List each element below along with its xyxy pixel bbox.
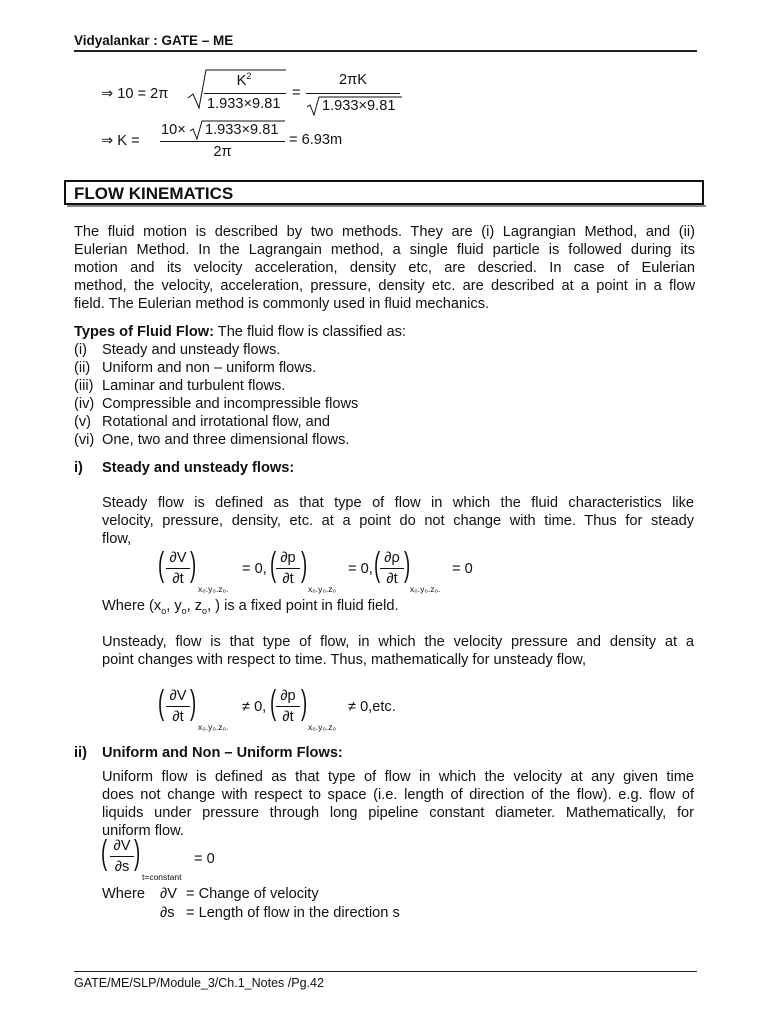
steady-line: velocity, pressure, density, etc. at a point do not change with time. Thus for steady — [102, 513, 694, 529]
eq2-den: 2π — [213, 144, 232, 160]
eq1-den-2: 1.933×9.81 — [322, 98, 396, 114]
u1-num: ∂V — [169, 688, 187, 704]
d2-num: ∂p — [280, 550, 296, 566]
def2-text: = Length of flow in the direction s — [186, 905, 400, 921]
list-item-num: (i) — [74, 342, 87, 358]
d1-subscript: x₀.y₀.z₀. — [198, 584, 229, 594]
list-item: Compressible and incompressible flows — [102, 396, 359, 412]
list-item-num: (v) — [74, 414, 92, 430]
list-item-num: (vi) — [74, 432, 95, 448]
types-heading-line — [74, 324, 406, 340]
subsection-heading-steady: Steady and unsteady flows: — [102, 460, 295, 476]
steady-paragraph — [102, 494, 694, 548]
list-item-num: (iii) — [74, 378, 94, 394]
right-paren: ) — [301, 546, 308, 584]
right-paren: ) — [190, 684, 197, 722]
where-fixed-point: Where ($x_o$, $y_o$, $z_o$, ) is a fixed point in fluid field. — [102, 598, 399, 616]
subsection-heading-uniform: Uniform and Non – Uniform Flows: — [102, 745, 343, 761]
ne-zero-etc: ≠ 0,etc. — [348, 699, 396, 715]
def2-symbol: ∂s — [160, 905, 175, 921]
u2-subscript: x₀.y₀.z₀ — [308, 722, 337, 732]
eq2-rhs: = 6.93m — [289, 132, 343, 148]
uniform-line: Uniform flow is defined as that type of flow in which the velocity at any given time — [102, 769, 694, 785]
types-heading: Types of Fluid Flow: — [74, 324, 214, 340]
eq1-sup-2: 2 — [246, 71, 252, 81]
eq-zero: = 0 — [452, 561, 473, 577]
uf-subscript: t=constant — [142, 872, 182, 882]
u1-bar — [166, 706, 190, 707]
section-title-shadow — [67, 205, 706, 207]
u1-den: ∂t — [172, 709, 184, 725]
uf-eq-zero: = 0 — [194, 851, 215, 867]
list-item-num: (iv) — [74, 396, 95, 412]
d1-bar — [166, 568, 190, 569]
eq2-lhs: ⇒ K = — [101, 133, 140, 149]
right-paren: ) — [134, 834, 141, 872]
subsection-num-i: i) — [74, 460, 83, 476]
u2-bar — [276, 706, 300, 707]
header-rule — [74, 50, 697, 52]
list-item: Steady and unsteady flows. — [102, 342, 281, 358]
left-paren: ( — [270, 684, 277, 722]
left-paren: ( — [270, 546, 277, 584]
left-paren: ( — [374, 546, 381, 584]
d2-subscript: x₀.y₀.z₀ — [308, 584, 337, 594]
intro-line: The fluid motion is described by two methods. They are (i) Lagrangian Method, and (ii) — [74, 224, 695, 240]
eq1-lhs: ⇒ 10 = 2π — [101, 86, 169, 102]
d2-bar — [276, 568, 300, 569]
d2-den: ∂t — [282, 571, 294, 587]
eq1-num-2pik: 2πK — [339, 72, 367, 88]
eq1-den-1: 1.933×9.81 — [207, 96, 281, 112]
steady-line: Steady flow is defined as that type of flow in which the fluid characteristics like — [102, 495, 694, 511]
def1-text: = Change of velocity — [186, 886, 319, 902]
def1-symbol: ∂V — [160, 886, 177, 902]
subsection-num-ii: ii) — [74, 745, 87, 761]
uniform-line: uniform flow. — [102, 823, 184, 839]
list-item: Uniform and non – uniform flows. — [102, 360, 317, 376]
running-header: Vidyalankar : GATE – ME — [74, 33, 234, 48]
d3-subscript: x₀.y₀.z₀. — [410, 584, 441, 594]
d3-den: ∂t — [386, 571, 398, 587]
uf-den: ∂s — [114, 859, 130, 875]
unsteady-line: Unsteady, flow is that type of flow, in which the velocity pressure and density at a — [102, 634, 694, 650]
left-paren: ( — [158, 684, 165, 722]
intro-line: field. The Eulerian method is commonly used in fluid mechanics. — [74, 296, 490, 312]
u1-subscript: x₀.y₀.z₀. — [198, 722, 229, 732]
left-paren: ( — [158, 546, 165, 584]
right-paren: ) — [190, 546, 197, 584]
u2-den: ∂t — [282, 709, 294, 725]
footer-rule — [74, 971, 697, 972]
unsteady-line: point changes with respect to time. Thus, mathematically for unsteady flow, — [102, 652, 586, 668]
unsteady-paragraph — [102, 633, 694, 669]
eq1-equals: = — [292, 85, 301, 101]
eq-zero-comma-1: = 0, — [242, 561, 267, 577]
intro-paragraph — [74, 223, 695, 313]
d3-bar — [380, 568, 404, 569]
eq1-fraction-bar-1 — [204, 93, 286, 94]
list-item-num: (ii) — [74, 360, 91, 376]
intro-line: motion and its velocity acceleration, density etc, are descried. In case of Eulerian — [74, 260, 695, 276]
d3-num: ∂ρ — [384, 550, 400, 566]
ne-zero-comma: ≠ 0, — [242, 699, 267, 715]
eq-zero-comma-2: = 0, — [348, 561, 373, 577]
section-title: FLOW KINEMATICS — [74, 184, 234, 203]
d1-den: ∂t — [172, 571, 184, 587]
where-label: Where — [102, 886, 145, 902]
list-item: Rotational and irrotational flow, and — [102, 414, 330, 430]
uniform-paragraph — [102, 768, 694, 840]
uf-num: ∂V — [113, 838, 131, 854]
footer-text: GATE/ME/SLP/Module_3/Ch.1_Notes /Pg.42 — [74, 976, 324, 990]
steady-line: flow, — [102, 531, 132, 547]
intro-line: method, the velocity, acceleration, pressure, density etc. are described at a point in a flow — [74, 278, 695, 294]
intro-line: Eulerian Method. In the Lagrangain method, a single fluid particle is followed during its — [74, 242, 695, 258]
eq2-num-root: 1.933×9.81 — [205, 122, 279, 138]
list-item: One, two and three dimensional flows. — [102, 432, 350, 448]
u2-num: ∂p — [280, 688, 296, 704]
eq1-fraction-bar-2 — [306, 93, 400, 94]
uniform-line: liquids under pressure through long pipeline constant diameter. Mathematically, for — [102, 805, 694, 821]
eq2-fraction-bar — [160, 141, 285, 142]
list-item: Laminar and turbulent flows. — [102, 378, 286, 394]
eq2-num-10: 10× — [161, 122, 186, 138]
eq1-num-k: K — [236, 72, 247, 89]
right-paren: ) — [301, 684, 308, 722]
types-heading-rest: The fluid flow is classified as: — [213, 324, 406, 340]
section-title-box — [64, 180, 704, 205]
uniform-line: does not change with respect to space (i.e. length of direction of the flow). e.g. flow of — [102, 787, 694, 803]
uf-bar — [110, 856, 134, 857]
d1-num: ∂V — [169, 550, 187, 566]
left-paren: ( — [101, 834, 108, 872]
right-paren: ) — [404, 546, 411, 584]
